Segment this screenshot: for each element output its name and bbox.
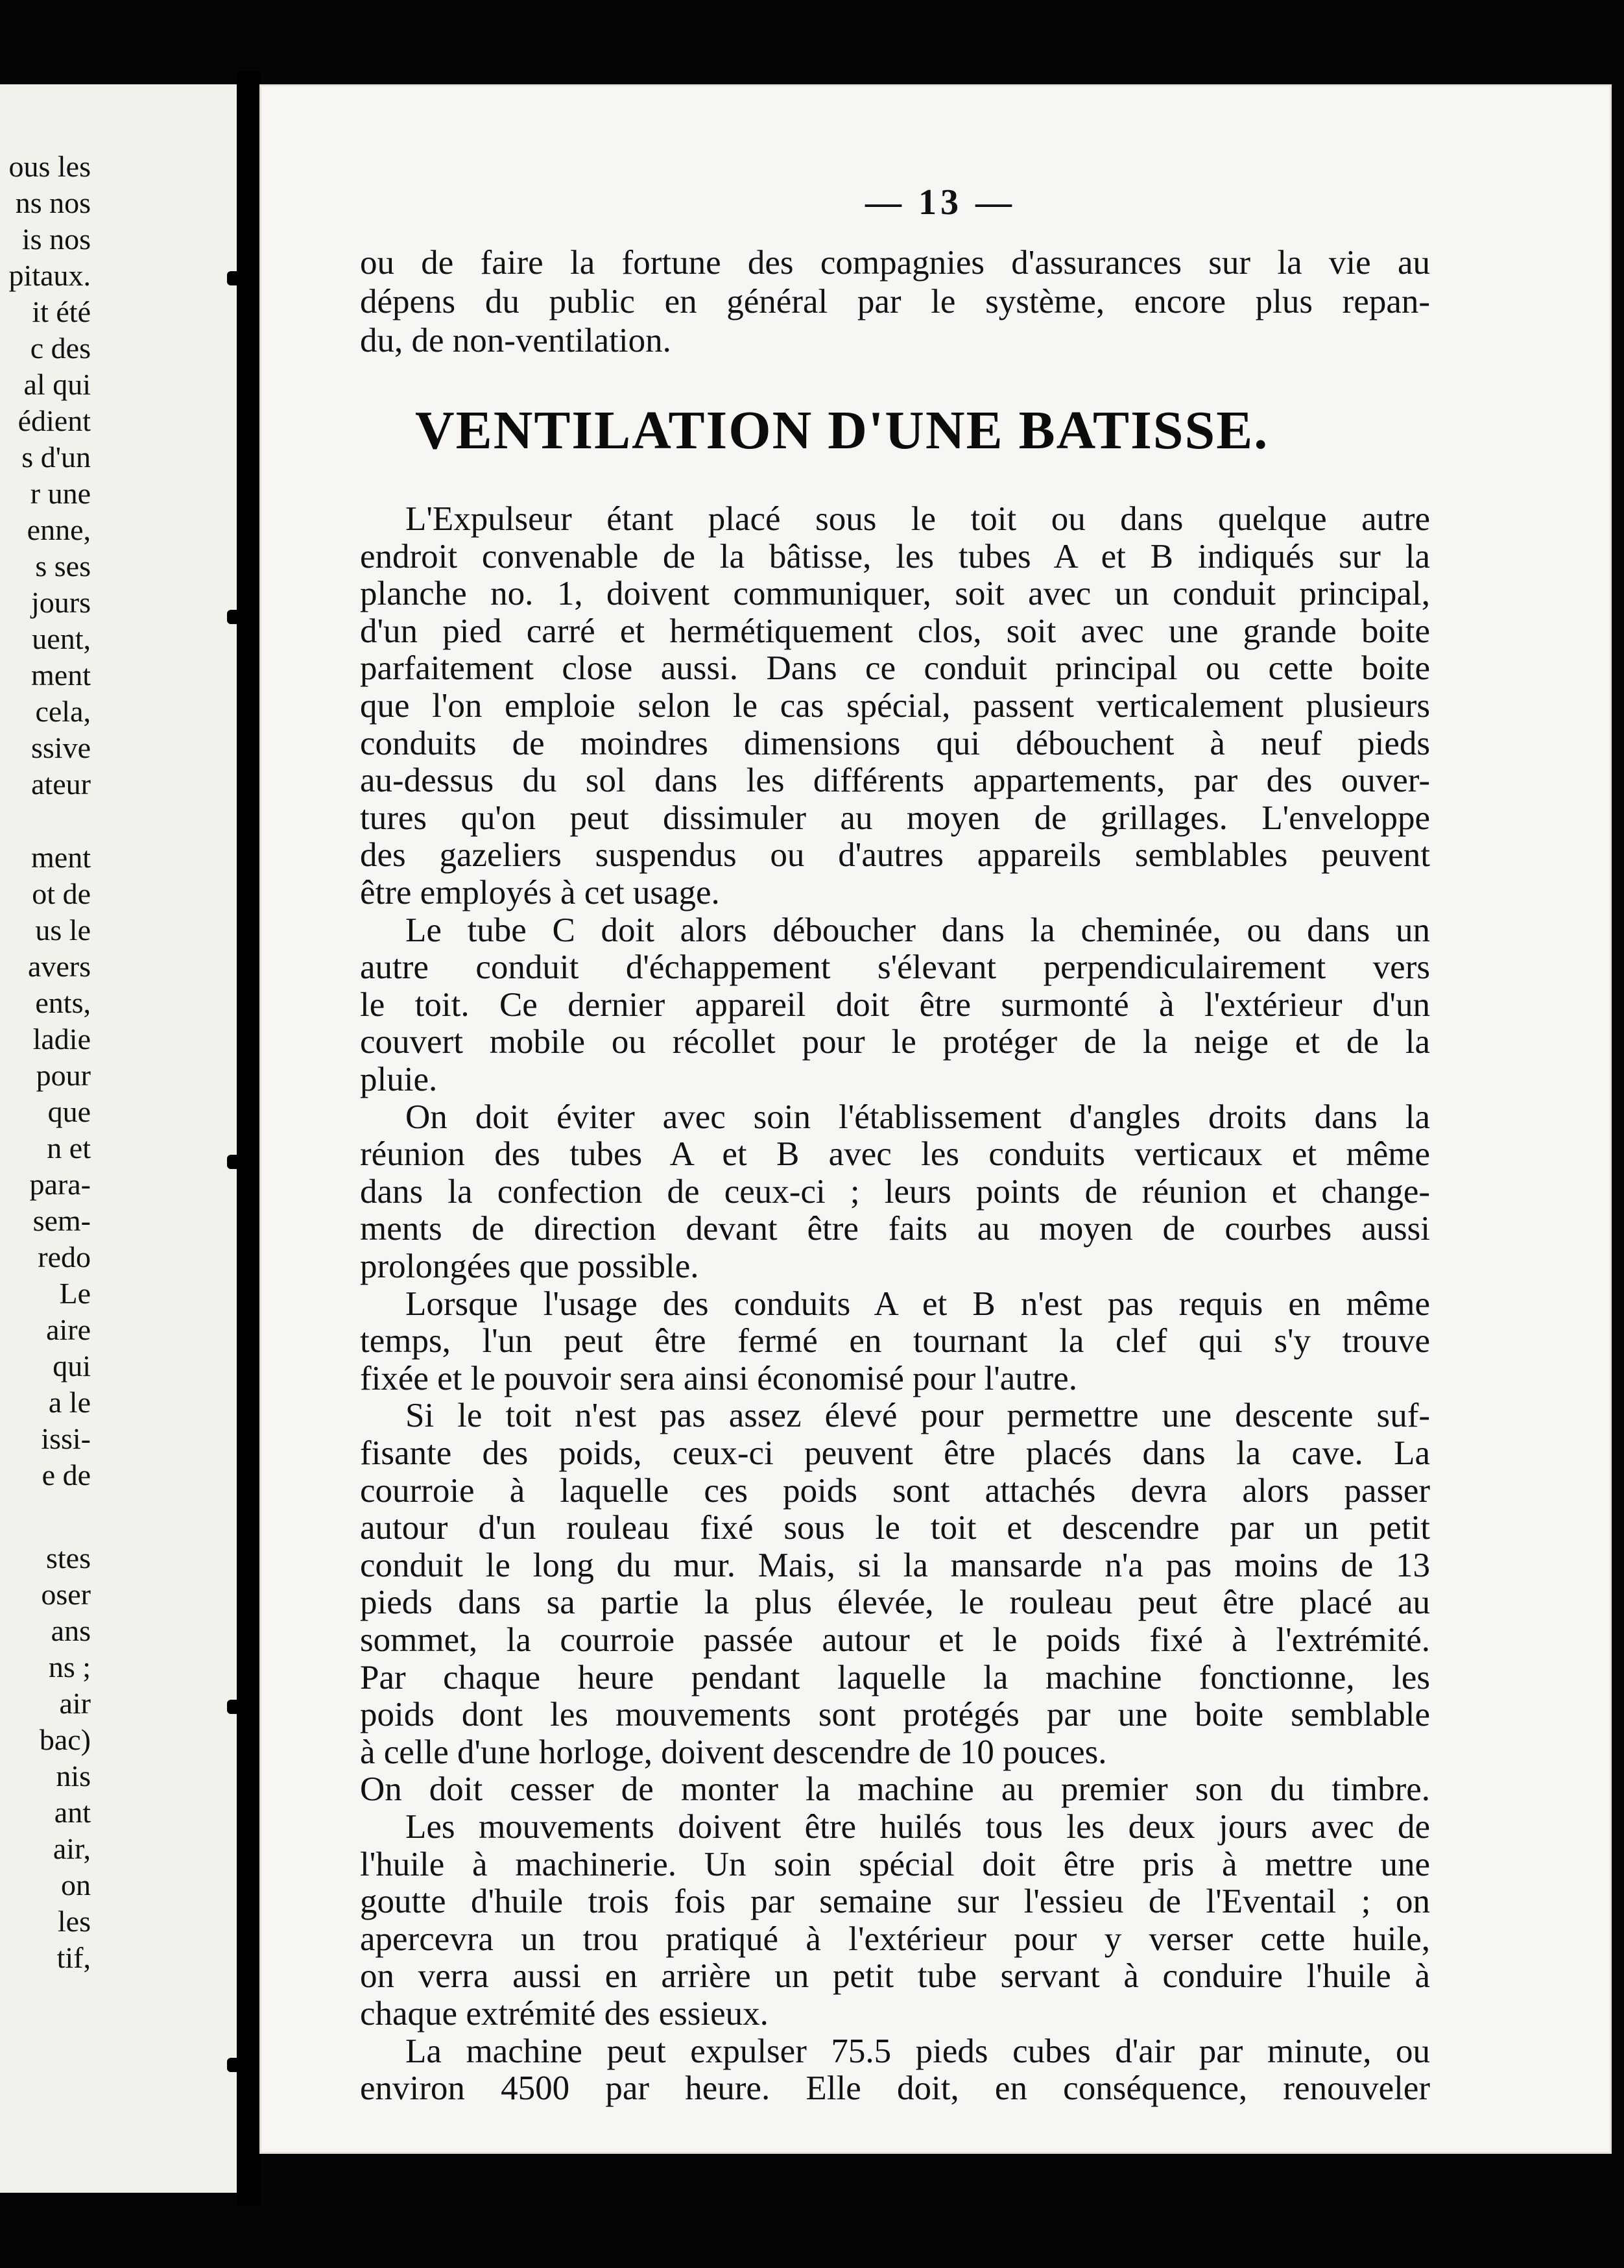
text-line: goutte d'huile trois fois par semaine sur l'essieu de l'Eventail ; on [360, 1883, 1430, 1921]
left-page-text-fragment: is nos [21, 223, 91, 256]
page-text [360, 0, 1430, 2206]
left-page-text-fragment: ns nos [15, 186, 91, 219]
left-page-text-fragment: qui [53, 1349, 91, 1382]
left-page-text-fragment: air, [53, 1832, 91, 1865]
left-page-text-fragment: redo [38, 1240, 91, 1273]
text-line: La machine peut expulser 75.5 pieds cubes d'air par minute, ou [405, 2032, 1430, 2070]
text-line: être employés à cet usage. [360, 874, 720, 911]
left-page-text-fragment: pour [36, 1059, 91, 1092]
text-line: conduit le long du mur. Mais, si la mansarde n'a pas moins de 13 [360, 1546, 1430, 1584]
left-page-text-fragment: issi- [41, 1422, 91, 1455]
text-line: on verra aussi en arrière un petit tube servant à conduire l'huile à [360, 1957, 1430, 1996]
left-page-text-fragment: al qui [23, 368, 91, 401]
text-line: au-dessus du sol dans les différents appartements, par des ouver- [360, 762, 1430, 800]
text-line: endroit convenable de la bâtisse, les tubes A et B indiqués sur la [360, 537, 1430, 575]
left-page-text-fragment: ladie [32, 1022, 91, 1056]
left-page-text-fragment: cela, [35, 695, 91, 728]
left-page-edge [0, 84, 237, 2193]
text-line: le toit. Ce dernier appareil doit être surmonté à l'extérieur d'un [360, 985, 1430, 1024]
text-line: apercevra un trou pratiqué à l'extérieur pour y verser cette huile, [360, 1920, 1430, 1958]
text-line: des gazeliers suspendus ou d'autres appareils semblables peuvent [360, 836, 1430, 875]
left-page-text-fragment: que [47, 1095, 91, 1128]
left-page-text-fragment: aire [46, 1313, 91, 1346]
left-page-text-fragment: s ses [35, 549, 91, 583]
text-line: On doit éviter avec soin l'établissement d'angles droits dans la [405, 1098, 1430, 1136]
text-line: chaque extrémité des essieux. [360, 1995, 769, 2033]
text-line: réunion des tubes A et B avec les conduits verticaux et même [360, 1135, 1430, 1174]
left-page-text-fragment: para- [29, 1168, 91, 1201]
left-page-text-fragment: air [59, 1687, 91, 1720]
text-line: fixée et le pouvoir sera ainsi économisé pour l'autre. [360, 1359, 1077, 1397]
text-line: ments de direction devant être faits au moyen de courbes aussi [360, 1210, 1430, 1248]
text-line: parfaitement close aussi. Dans ce conduit principal ou cette boite [360, 649, 1430, 688]
text-line: tures qu'on peut dissimuler au moyen de grillages. L'enveloppe [360, 799, 1430, 837]
left-page-text-fragment: Le [59, 1277, 91, 1310]
left-page-text-fragment: sem- [32, 1204, 91, 1237]
left-page-text-fragment: bac) [39, 1723, 91, 1756]
left-page-text-fragment: r une [30, 477, 91, 510]
left-page-text-fragment: ssive [31, 731, 91, 764]
left-page-text-fragment: avers [27, 950, 91, 983]
text-line: Par chaque heure pendant laquelle la machine fonctionne, les [360, 1658, 1430, 1696]
left-page-text-fragment: us le [35, 913, 91, 947]
left-page-text-fragment: ot de [32, 877, 91, 910]
text-line: Lorsque l'usage des conduits A et B n'est pas requis en même [405, 1285, 1430, 1323]
text-line: du, de non-ventilation. [360, 322, 671, 359]
left-page-text-fragment: ns ; [48, 1650, 91, 1683]
left-page-text-fragment: e de [42, 1458, 91, 1491]
book-binding [237, 71, 260, 2206]
left-page-text-fragment: a le [48, 1386, 91, 1419]
text-line: dépens du public en général par le système, encore plus repan- [360, 283, 1430, 320]
text-line: Si le toit n'est pas assez élevé pour permettre une descente suf- [405, 1397, 1430, 1435]
left-page-text-fragment: oser [41, 1578, 91, 1611]
text-line: d'un pied carré et hermétiquement clos, soit avec une grande boite [360, 612, 1430, 650]
text-line: L'Expulseur étant placé sous le toit ou dans quelque autre [405, 500, 1430, 538]
left-page-text-fragment: enne, [27, 513, 91, 546]
left-page-text-fragment: n et [47, 1131, 91, 1164]
text-line: ou de faire la fortune des compagnies d'assurances sur la vie au [360, 244, 1430, 282]
text-line: pieds dans sa partie la plus élevée, le rouleau peut être placé au [360, 1584, 1430, 1622]
left-page-text-fragment: s d'un [21, 440, 91, 474]
left-page-text-fragment: ant [54, 1796, 91, 1829]
text-line: à celle d'une horloge, doivent descendre de 10 pouces. [360, 1733, 1107, 1771]
left-page-text-fragment: tif, [56, 1941, 91, 1974]
text-line: l'huile à machinerie. Un soin spécial doit être pris à mettre une [360, 1845, 1430, 1883]
left-page-text-fragment: ans [51, 1614, 91, 1647]
text-line: Le tube C doit alors déboucher dans la cheminée, ou dans un [405, 911, 1430, 949]
text-line: autour d'un rouleau fixé sous le toit et descendre par un petit [360, 1509, 1430, 1547]
left-page-text-fragment: pitaux. [8, 259, 91, 292]
text-line: poids dont les mouvements sont protégés par une boite semblable [360, 1696, 1430, 1734]
left-page-text-fragment: les [57, 1905, 91, 1938]
text-line: conduits de moindres dimensions qui débouchent à neuf pieds [360, 724, 1430, 762]
left-page-text-fragment: nis [56, 1759, 91, 1792]
text-line: autre conduit d'échappement s'élevant perpendiculairement vers [360, 948, 1430, 987]
left-page-text-fragment: it été [32, 295, 91, 328]
left-page-text-fragment: ous les [8, 150, 91, 183]
left-page-text-fragment: uent, [32, 622, 91, 655]
text-line: que l'on emploie selon le cas spécial, passent verticalement plusieurs [360, 687, 1430, 725]
text-line: courroie à laquelle ces poids sont attachés devra alors passer [360, 1471, 1430, 1510]
text-line: environ 4500 par heure. Elle doit, en conséquence, renouveler [360, 2069, 1430, 2108]
text-line: dans la confection de ceux-ci ; leurs points de réunion et change- [360, 1172, 1430, 1211]
left-page-text-fragment: jours [31, 586, 91, 619]
left-page-text-fragment: ateur [31, 767, 91, 801]
left-page-text-fragment: ents, [35, 986, 91, 1019]
page-number: — 13 — [865, 182, 1016, 223]
text-line: prolongées que possible. [360, 1248, 699, 1285]
left-page-text-fragment: ment [31, 658, 91, 692]
section-heading: VENTILATION D'UNE BATISSE. [415, 400, 1269, 461]
left-page-text-fragment: c des [30, 332, 91, 365]
text-line: On doit cesser de monter la machine au premier son du timbre. [360, 1770, 1430, 1809]
text-line: temps, l'un peut être fermé en tournant la clef qui s'y trouve [360, 1322, 1430, 1360]
left-page-text-fragment: on [61, 1868, 91, 1901]
left-page-text-fragment: édient [18, 404, 91, 437]
text-line: sommet, la courroie passée autour et le poids fixé à l'extrémité. [360, 1621, 1430, 1659]
text-line: couvert mobile ou récollet pour le protéger de la neige et de la [360, 1023, 1430, 1061]
left-page-text-fragment: ment [31, 841, 91, 874]
text-line: planche no. 1, doivent communiquer, soit avec un conduit principal, [360, 575, 1430, 613]
left-page-text-fragment: stes [46, 1541, 91, 1574]
text-line: pluie. [360, 1061, 438, 1098]
text-line: fisante des poids, ceux-ci peuvent être placés dans la cave. La [360, 1434, 1430, 1472]
text-line: Les mouvements doivent être huilés tous les deux jours avec de [405, 1808, 1430, 1846]
